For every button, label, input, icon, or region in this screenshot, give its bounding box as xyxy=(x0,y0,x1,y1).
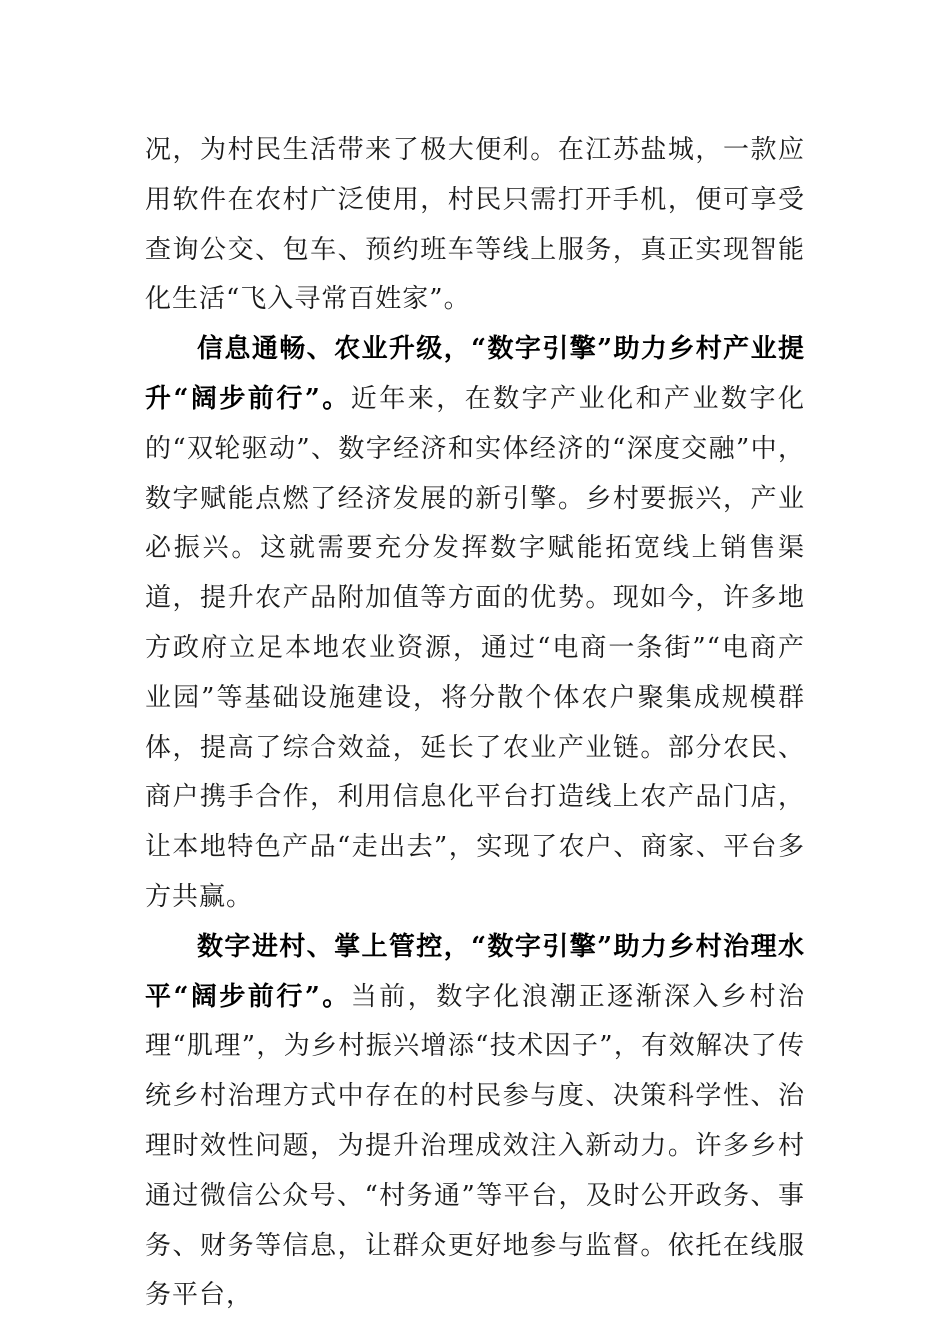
paragraph-2-lead: 信息通畅、农业升级，“数字引擎”助力乡村产业提升“阔步前行”。 xyxy=(145,334,805,414)
paragraph-3-lead: 数字进村、掌上管控，“数字引擎”助力乡村治理水平“阔步前行”。 xyxy=(145,931,805,1012)
paragraph-2 xyxy=(145,325,805,923)
paragraph-2-text: 近年来，在数字产业化和产业数字化的“双轮驱动”、数字经济和实体经济的“深度交融”中，数字赋能点燃了经济发展的新引擎。乡村要振兴，产业必振兴。这就需要充分发挥数字赋能拓宽线上销售渠道，提升农产品附加值等方面的优势。现如今，许多地方政府立足本地农业资源，通过“电商一条街”“电商产业园”等基础设施建设，将分散个体农户聚集成规模群体，提高了综合效益，延长了农业产业链。部分农民、商户携手合作，利用信息化平台打造线上农产品门店，让本地特色产品“走出去”，实现了农户、商家、平台多方共赢。 xyxy=(145,383,805,912)
document-body xyxy=(145,126,805,1321)
paragraph-3-text: 当前，数字化浪潮正逐渐深入乡村治理“肌理”，为乡村振兴增添“技术因子”，有效解决了传统乡村治理方式中存在的村民参与度、决策科学性、治理时效性问题，为提升治理成效注入新动力。许多乡村通过微信公众号、“村务通”等平台，及时公开政务、事务、财务等信息，让群众更好地参与监督。依托在线服务平台， xyxy=(145,981,805,1311)
paragraph-3 xyxy=(145,923,805,1321)
paragraph-1-text: 况，为村民生活带来了极大便利。在江苏盐城，一款应用软件在农村广泛使用，村民只需打开手机，便可享受查询公交、包车、预约班车等线上服务，真正实现智能化生活“飞入寻常百姓家”。 xyxy=(145,135,805,315)
paragraph-1 xyxy=(145,126,805,325)
